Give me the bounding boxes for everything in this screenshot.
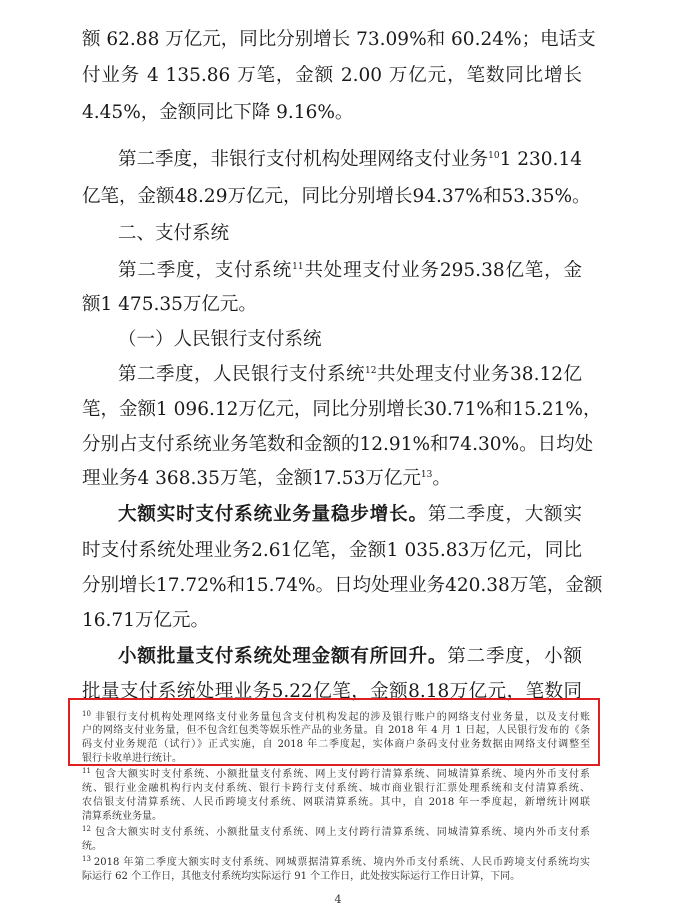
footnote-line: 统、银行业金融机构行内支付系统、银行卡跨行支付系统、城市商业银行汇票处理系统和支付清算系统、 [82,783,590,794]
bold-lead: 小额批量支付系统处理金额有所回升。 [118,646,448,667]
text-run: 包含大额实时支付系统、小额批量支付系统、网上支付跨行清算系统、同城清算系统、境内外币支付系 [93,827,590,838]
footnote-number: 13 [82,854,91,863]
text-run: 第二季度，小额 [447,646,582,667]
text-run: 1 230.14 [499,149,582,170]
footnote-number: 11 [82,766,91,775]
subsection-heading: （一）人民银行支付系统 [118,329,322,350]
text-run: 。 [432,468,451,489]
text-run: 共处理支付业务295.38亿笔，金 [303,260,582,281]
body-line: 亿笔，金额48.29万亿元，同比分别增长94.37%和53.35%。 [82,186,591,207]
body-line: 额 62.88 万亿元，同比分别增长 73.09%和 60.24%；电话支 [82,29,596,50]
footnote-line [82,825,590,840]
text-run: 非银行支付机构处理网络支付业务量包含支付机构发起的涉及银行账户的网络支付业务量，以及支付账 [93,712,590,723]
body-line [118,148,582,172]
body-line [82,467,582,491]
text-run: 第二季度，支付系统 [118,260,293,281]
footnote-line [82,767,590,782]
footnote-line: 际运行 62 个工作日，其他支付系统均实际运行 91 个工作日，此处按实际运行工作日计算，下同。 [82,871,521,882]
text-run: 共处理支付业务38.12亿 [376,364,582,385]
text-run: 理业务4 368.35万笔，金额17.53万亿元 [82,468,421,489]
body-line: 4.45%，金额同比下降 9.16%。 [82,102,354,123]
footnote-number: 12 [82,824,91,833]
text-run: 第二季度，大额实 [427,504,582,525]
footnote-line: 统。 [82,841,102,852]
body-line [118,645,582,669]
body-line [118,259,582,283]
body-line: 时支付系统处理业务2.61亿笔，金额1 035.83万亿元，同比 [82,540,582,561]
body-line: 批量支付系统处理业务5.22亿笔，金额8.18万亿元，笔数同 [82,681,582,702]
footnote-line: 码支付业务规范（试行）》正式实施，自 2018 年二季度起，实体商户条码支付业务数据由网络支付调整至 [82,739,590,750]
bold-lead: 大额实时支付系统业务量稳步增长。 [118,504,428,525]
body-line: 分别增长17.72%和15.74%。日均处理业务420.38万笔，金额 [82,575,603,596]
body-line [118,503,582,527]
footnote-line: 农信银支付清算系统、人民币跨境支付系统、网联清算系统。其中，自 2018 年一季度起，新增统计网联 [82,797,590,808]
footnote-line: 银行卡收单进行统计。 [82,753,182,764]
text-run: 第二季度，人民银行支付系统 [118,364,366,385]
body-line: 笔，金额1 096.12万亿元，同比分别增长30.71%和15.21%， [82,399,602,420]
body-line: 付业务 4 135.86 万笔，金额 2.00 万亿元，笔数同比增长 [82,65,582,86]
footnote-ref: 13 [420,469,433,480]
text-run: 包含大额实时支付系统、小额批量支付系统、网上支付跨行清算系统、同城清算系统、境内外币支付系 [93,769,590,780]
footnote-number: 10 [82,709,91,718]
text-run: 第二季度，非银行支付机构处理网络支付业务 [118,149,489,170]
footnote-line: 户的网络支付业务量，但不包含红包类等娱乐性产品的业务量。自 2018 年 4 月 1 日起，人民银行发布的《条 [82,725,590,736]
footnote-ref: 12 [365,365,377,376]
footnote-line: 清算系统业务量。 [82,811,162,822]
footnote-line [82,855,590,870]
body-line: 额1 475.35万亿元。 [82,294,257,315]
body-line: 分别占支付系统业务笔数和金额的12.91%和74.30%。日均处 [82,434,594,455]
page-number: 4 [334,893,342,906]
body-line [118,363,582,387]
footnote-ref: 10 [488,150,500,161]
footnote-ref: 11 [292,261,304,272]
section-heading: 二、支付系统 [118,223,230,244]
body-line: 16.71万亿元。 [82,610,209,631]
text-run: 2018 年第二季度大额实时支付系统、网城票据清算系统、境内外币支付系统、人民币跨境支付系统均实 [93,857,590,868]
